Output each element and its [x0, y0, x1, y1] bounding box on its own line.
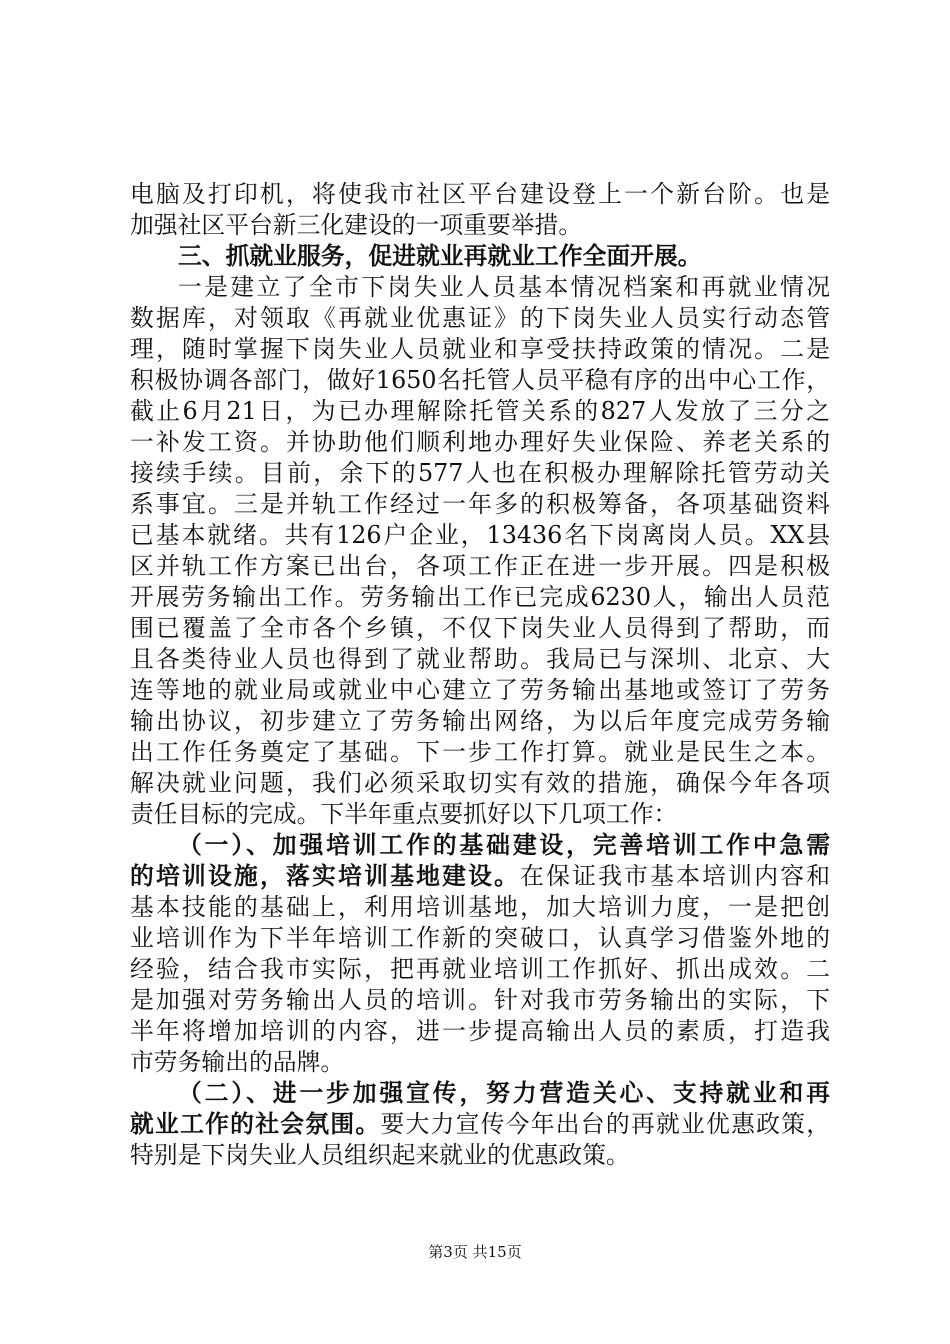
bold-text-run: （一）、加强培训工作的基础建设，完善培训工作中急需 — [178, 831, 830, 859]
text-run: 解决就业问题，我们必须采取切实有效的措施，确保今年各项 — [130, 769, 830, 797]
text-run: 要大力宣传今年出台的再就业优惠政策， — [380, 1110, 831, 1138]
text-run: 连等地的就业局或就业中心建立了劳务输出基地或签订了劳务 — [130, 676, 830, 704]
text-run: 是加强对劳务输出人员的培训。针对我市劳务输出的实际，下 — [130, 986, 830, 1014]
text-run: 一是建立了全市下岗失业人员基本情况档案和再就业情况 — [178, 273, 830, 301]
text-run: 出工作任务奠定了基础。下一步工作打算。就业是民生之本。 — [130, 738, 830, 766]
text-run: 积极协调各部门，做好1650名托管人员平稳有序的出中心工作， — [130, 366, 830, 394]
bold-text-run: 三、抓就业服务，促进就业再就业工作全面开展。 — [178, 242, 702, 270]
body-text-line — [130, 1137, 830, 1173]
text-run: 已基本就绪。共有126户企业，13436名下岗离岗人员。XX县 — [130, 521, 830, 549]
text-run: 在保证我市基本培训内容和 — [520, 862, 831, 890]
text-run: 开展劳务输出工作。劳务输出工作已完成6230人，输出人员范 — [130, 583, 830, 611]
text-run: 加强社区平台新三化建设的一项重要举措。 — [130, 211, 583, 239]
text-run: 数据库，对领取《再就业优惠证》的下岗失业人员实行动态管 — [130, 304, 830, 332]
text-run: 接续手续。目前，余下的577人也在积极办理解除托管劳动关 — [130, 459, 830, 487]
text-run: 截止6月21日，为已办理解除托管关系的827人发放了三分之 — [130, 397, 830, 425]
text-run: 业培训作为下半年培训工作新的突破口，认真学习借鉴外地的 — [130, 924, 830, 952]
text-run: 系事宜。三是并轨工作经过一年多的积极筹备，各项基础资料 — [130, 490, 830, 518]
text-run: 市劳务输出的品牌。 — [130, 1048, 345, 1076]
text-run: 基本技能的基础上，利用培训基地，加大培训力度，一是把创 — [130, 893, 830, 921]
bold-text-run: 的培训设施，落实培训基地建设。 — [130, 862, 521, 890]
text-run: 围已覆盖了全市各个乡镇，不仅下岗失业人员得到了帮助，而 — [130, 614, 830, 642]
text-run: 责任目标的完成。下半年重点要抓好以下几项工作： — [130, 800, 678, 828]
text-run: 输出协议，初步建立了劳务输出网络，为以后年度完成劳务输 — [130, 707, 830, 735]
text-run: 特别是下岗失业人员组织起来就业的优惠政策。 — [130, 1141, 630, 1169]
text-run: 且各类待业人员也得到了就业帮助。我局已与深圳、北京、大 — [130, 645, 830, 673]
text-run: 半年将增加培训的内容，进一步提高输出人员的素质，打造我 — [130, 1017, 830, 1045]
bold-text-run: 就业工作的社会氛围。 — [130, 1110, 381, 1138]
text-run: 区并轨工作方案已出台，各项工作正在进一步开展。四是积极 — [130, 552, 830, 580]
text-run: 经验，结合我市实际，把再就业培训工作抓好、抓出成效。二 — [130, 955, 830, 983]
text-run: 电脑及打印机，将使我市社区平台建设登上一个新台阶。也是 — [130, 180, 830, 208]
page-number-footer: 第3页 共15页 — [428, 1243, 522, 1261]
bold-text-run: （二）、进一步加强宣传，努力营造关心、支持就业和再 — [178, 1079, 830, 1107]
text-run: 理，随时掌握下岗失业人员就业和享受扶持政策的情况。二是 — [130, 335, 830, 363]
text-run: 一补发工资。并协助他们顺利地办理好失业保险、养老关系的 — [130, 428, 830, 456]
